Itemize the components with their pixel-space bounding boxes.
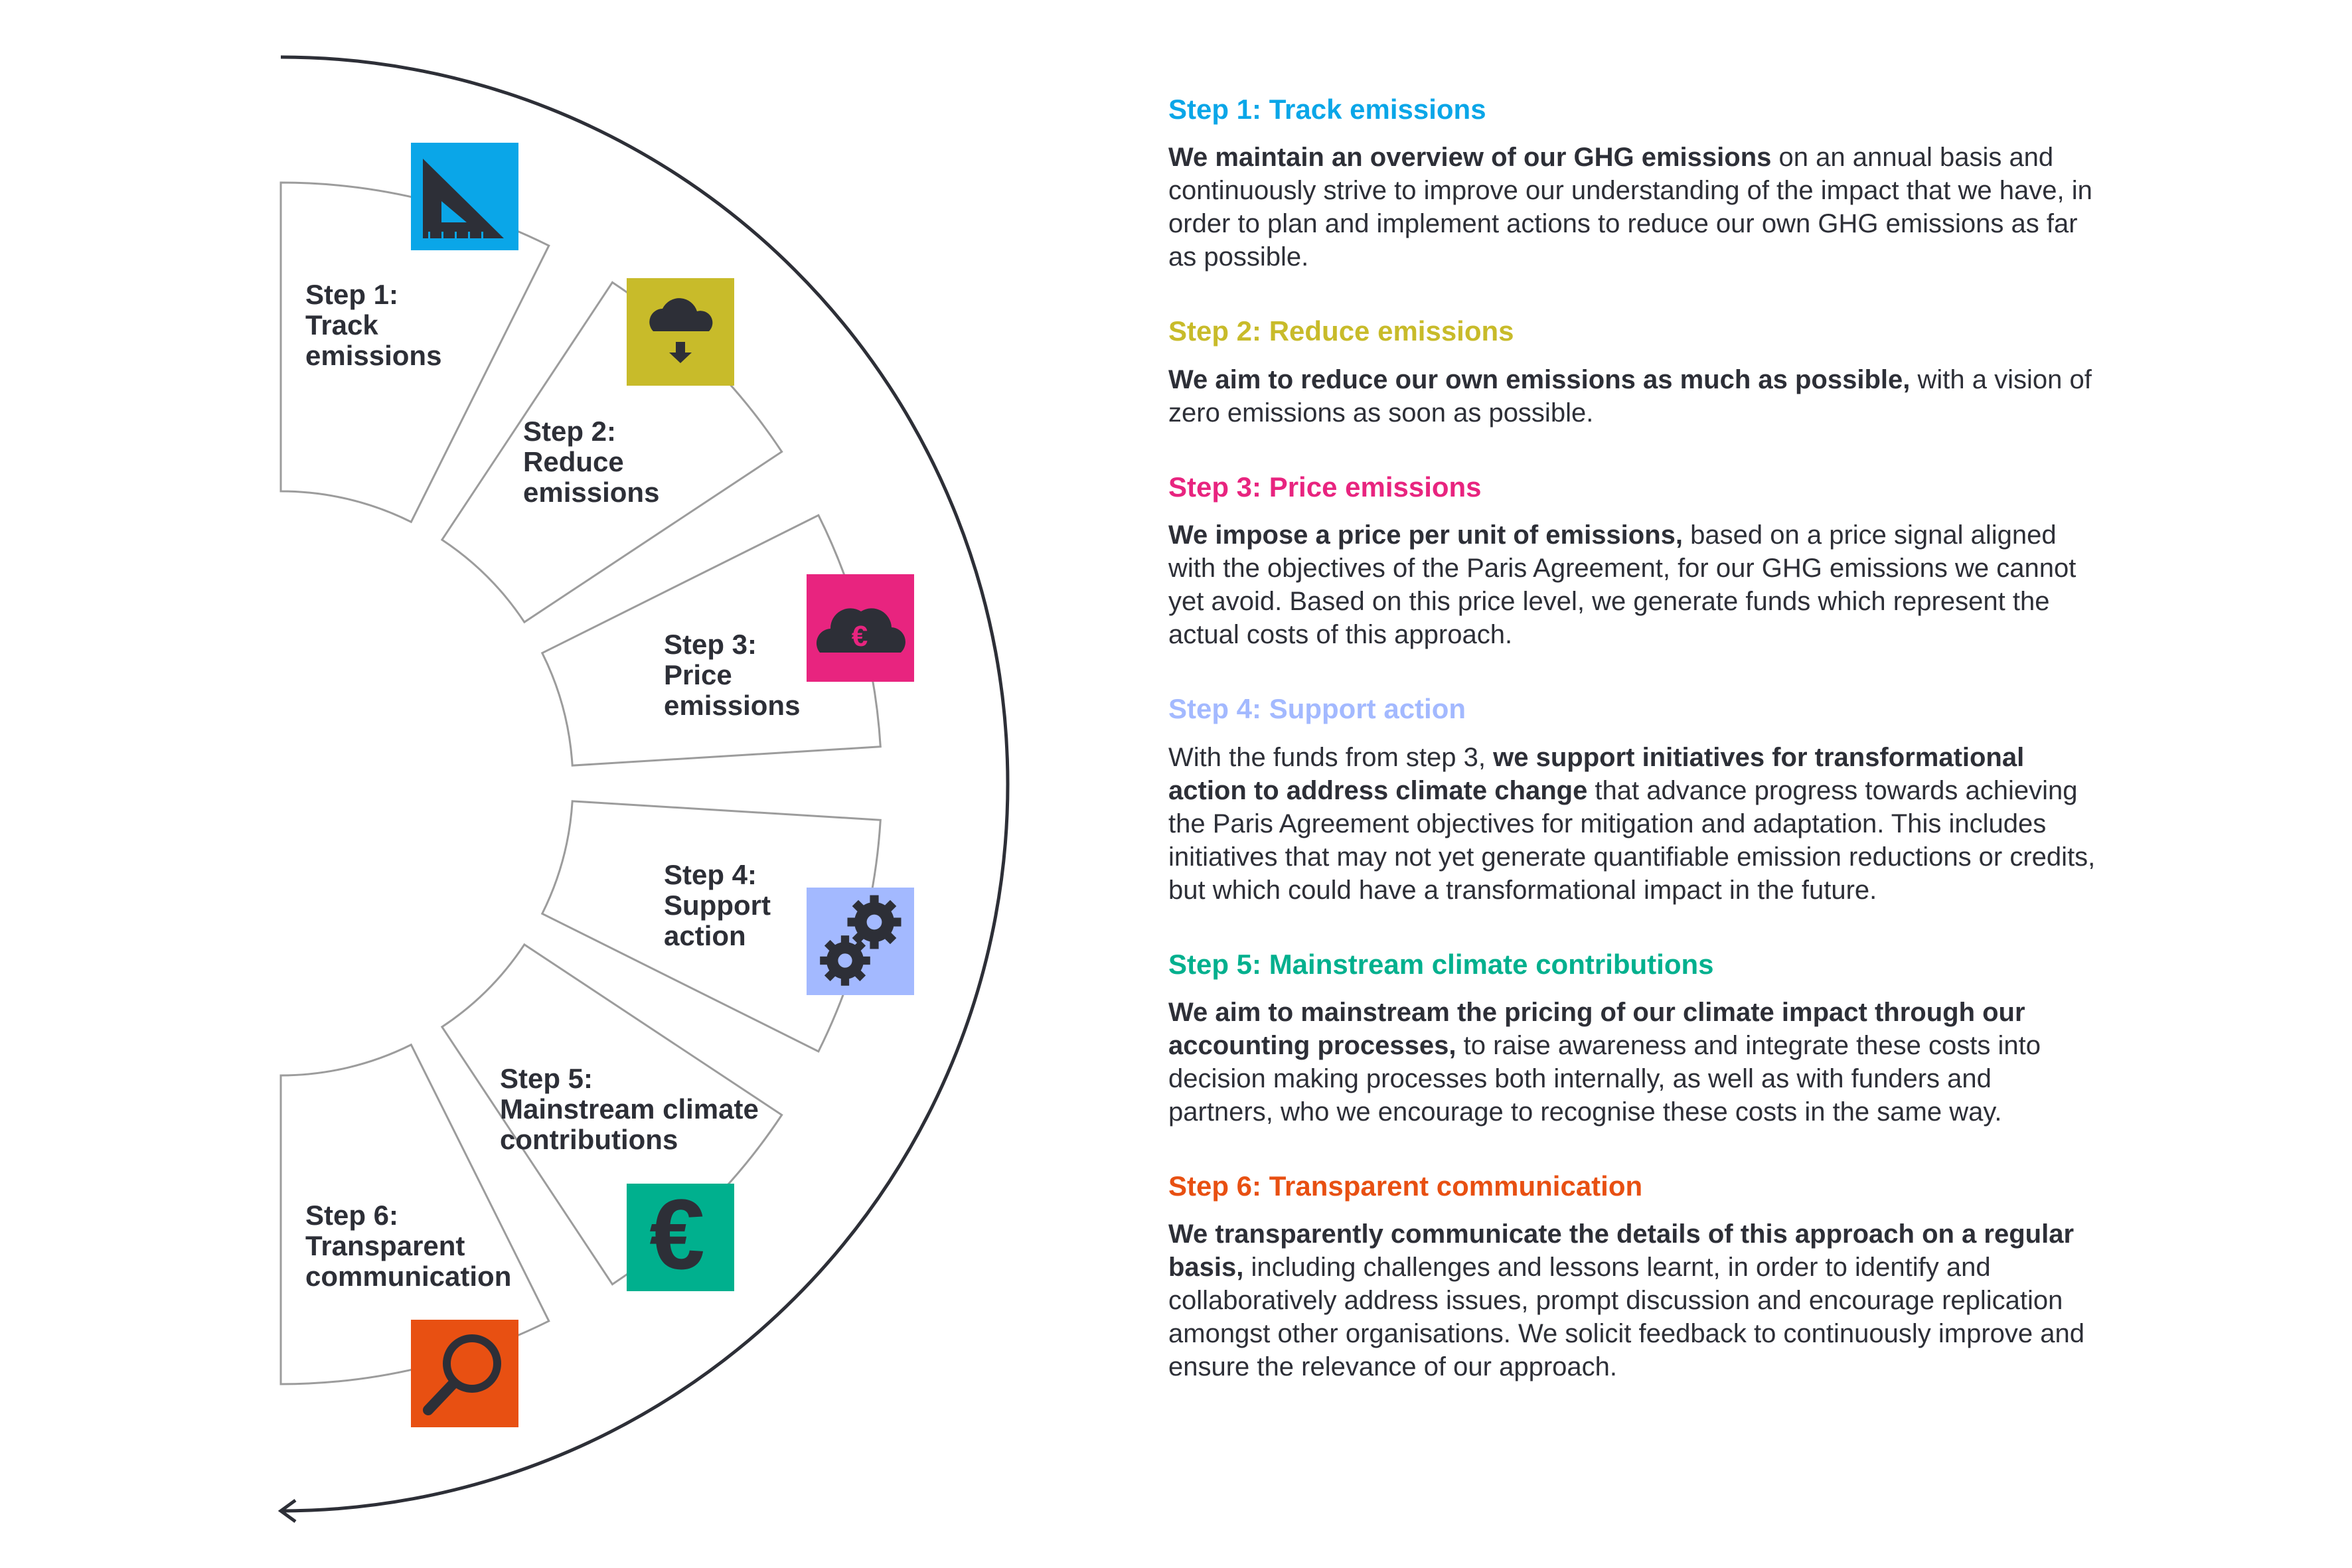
segment-label-step-2-line-2: Reduce — [523, 446, 624, 477]
step-3-lead: We impose a price per unit of emissions, — [1168, 520, 1684, 550]
segment-label-step-2-line-3: emissions — [523, 477, 660, 508]
step-6-block — [1168, 1170, 2098, 1383]
step-5-lead: We aim to mainstream the pricing of our climate impact through our accounting processes, — [1168, 997, 2025, 1060]
segment-label-step-3-line-1: Step 3: — [664, 629, 757, 660]
segment-label-step-5-line-2: Mainstream climate — [500, 1093, 759, 1125]
step-3-block — [1168, 471, 2098, 651]
segment-label-step-5-line-3: contributions — [500, 1124, 678, 1155]
set-square-ruler-icon — [411, 143, 518, 250]
step-5-block — [1168, 948, 2098, 1129]
step-4-body — [1168, 741, 2098, 907]
step-1-lead: We maintain an overview of our GHG emissions — [1168, 143, 1772, 173]
step-2-lead: We aim to reduce our own emissions as much as possible, — [1168, 364, 1911, 394]
euro-cloud-icon — [807, 574, 914, 682]
euro-sign-icon — [627, 1178, 734, 1291]
segment-label-step-5-line-1: Step 5: — [500, 1063, 593, 1094]
step-3-text: based on a price signal aligned with the objectives of the Paris Agreement, for our GHG emissions we cannot yet avoid. Based on this price level, we generate funds which represent the actual costs of this approach. — [1168, 520, 2077, 650]
step-2-body — [1168, 363, 2098, 430]
step-4-heading: Step 4: Support action — [1168, 693, 1466, 725]
segment-label-step-2-line-1: Step 2: — [523, 416, 617, 447]
segment-label-step-6-line-2: Transparent — [305, 1230, 465, 1261]
step-5-text: to raise awareness and integrate these costs into decision making processes both internally, as well as with funders and partners, who we encourage to recognise these costs in the same way. — [1168, 1030, 2041, 1127]
segment-label-step-3-line-2: Price — [664, 659, 732, 690]
step-1-block — [1168, 93, 2098, 274]
step-1-text: on an annual basis and continuously strive to improve our understanding of the impact that we have, in order to plan and implement actions to reduce our own GHG emissions as far as possible. — [1168, 143, 2092, 272]
step-5-heading: Step 5: Mainstream climate contributions — [1168, 948, 1714, 980]
step-3-heading: Step 3: Price emissions — [1168, 471, 1482, 503]
step-4-pre: With the funds from step 3, — [1168, 742, 1494, 772]
step-3-body — [1168, 518, 2098, 651]
segment-label-step-6-line-3: communication — [305, 1261, 512, 1292]
step-2-block — [1168, 315, 2098, 429]
step-4-block — [1168, 692, 2098, 906]
step-5-body — [1168, 996, 2098, 1129]
magnifier-icon — [411, 1320, 518, 1427]
step-1-heading: Step 1: Track emissions — [1168, 94, 1486, 125]
segment-label-step-4-line-3: action — [664, 920, 746, 951]
segment-label-step-3-line-3: emissions — [664, 690, 801, 721]
step-2-text: with a vision of zero emissions as soon as possible. — [1168, 364, 2092, 428]
segment-label-step-4-line-1: Step 4: — [664, 859, 757, 890]
step-6-text: including challenges and lessons learnt, in order to identify and collaboratively address issues, prompt discussion and encourage replication amongst other organisations. We solicit feedback to continuously improve and ensure the relevance of our approach. — [1168, 1253, 2085, 1382]
cloud-download-icon — [627, 278, 734, 386]
gears-icon — [807, 888, 914, 995]
svg-text:€: € — [851, 620, 868, 653]
step-1-body — [1168, 141, 2098, 274]
step-2-icon-tile — [627, 278, 734, 386]
step-2-heading: Step 2: Reduce emissions — [1168, 315, 1514, 347]
step-6-body — [1168, 1217, 2098, 1383]
step-6-heading: Step 6: Transparent communication — [1168, 1170, 1643, 1202]
svg-text:€: € — [649, 1178, 705, 1290]
segment-label-step-4-line-2: Support — [664, 890, 771, 921]
segment-label-step-1-line-3: emissions — [305, 340, 442, 371]
step-6-lead: We transparently communicate the details of this approach on a regular basis, — [1168, 1219, 2075, 1283]
steps-text-panel — [1168, 93, 2098, 1425]
segment-label-step-1-line-1: Step 1: — [305, 279, 399, 310]
step-4-text: that advance progress towards achieving the Paris Agreement objectives for mitigation and adaptation. This includes initiatives that may not yet generate quantifiable emission reductions or credits, but which could have a transformational impact in the future. — [1168, 775, 2096, 905]
segment-label-step-6-line-1: Step 6: — [305, 1200, 399, 1231]
step-4-lead: we support initiatives for transformational action to address climate change — [1168, 742, 2025, 805]
segment-label-step-1-line-2: Track — [305, 309, 378, 341]
